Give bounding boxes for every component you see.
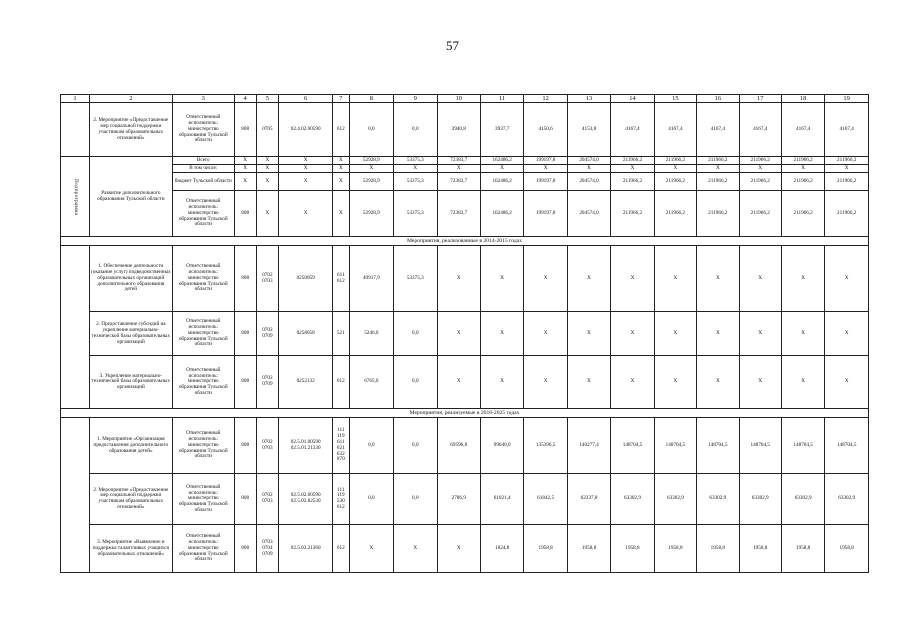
value-cell: X <box>437 525 480 573</box>
value-cell: 211966,2 <box>697 157 739 165</box>
measure-name: 3. Мероприятие «Выявление и поддержка талантливых учащихся образовательных отношений» <box>89 525 172 573</box>
value-cell: X <box>611 312 654 356</box>
value-cell: 3937,7 <box>480 103 523 157</box>
value-cell: 0,0 <box>394 474 437 525</box>
value-cell: X <box>697 246 739 312</box>
value-cell: 4167,4 <box>697 103 739 157</box>
measure-name: 1. Мероприятие «Организация предоставления дополнительного образования детей» <box>89 418 172 474</box>
value-cell: 1958,8 <box>567 525 610 573</box>
value-cell: 211966,2 <box>611 191 654 237</box>
value-cell: 52928,9 <box>349 157 393 165</box>
code-cell: X <box>234 173 256 191</box>
budget-table <box>60 94 869 573</box>
value-cell: X <box>781 165 824 173</box>
column-number: 6 <box>279 95 333 103</box>
value-cell: X <box>781 246 824 312</box>
value-cell: 140277,4 <box>567 418 610 474</box>
code-cell: X <box>333 173 350 191</box>
value-cell: 63302,9 <box>781 474 824 525</box>
value-cell: X <box>654 246 696 312</box>
value-cell: 211966,2 <box>611 173 654 191</box>
measure-name: 1. Обеспечение деятельности (оказание услуг) подведомственных образовательных организаций дополнительного образования детей <box>89 246 172 312</box>
column-number: 4 <box>234 95 256 103</box>
value-cell: X <box>825 246 869 312</box>
value-cell: 1958,8 <box>524 525 567 573</box>
code-cell: X <box>279 173 333 191</box>
value-cell: 211966,2 <box>739 173 781 191</box>
code-cell: X <box>256 173 279 191</box>
measure-name: 2. Предоставление субсидий на укрепление материально-технической базы образовательных организаций <box>89 312 172 356</box>
value-cell: 4167,4 <box>781 103 824 157</box>
value-cell: 2786,9 <box>437 474 480 525</box>
value-cell: X <box>349 525 393 573</box>
subprogram-row-label: В том числе: <box>172 165 234 173</box>
blank-cell <box>61 418 90 573</box>
value-cell: 4167,4 <box>654 103 696 157</box>
value-cell: 0,0 <box>349 103 393 157</box>
value-cell: 0,0 <box>394 103 437 157</box>
value-cell: 63302,9 <box>611 474 654 525</box>
value-cell: 148704,5 <box>611 418 654 474</box>
value-cell: 148704,5 <box>781 418 824 474</box>
value-cell: X <box>611 165 654 173</box>
value-cell: X <box>697 356 739 409</box>
grbs-cell: 808 <box>234 418 256 474</box>
value-cell: 199197,8 <box>524 173 567 191</box>
value-cell: X <box>739 312 781 356</box>
code-cell: X <box>256 191 279 237</box>
value-cell: 211966,2 <box>781 173 824 191</box>
subprogram-row <box>61 191 869 237</box>
section-title-2014-2015: Мероприятия, реализованные в 2014-2015 годах <box>61 237 869 246</box>
value-cell: X <box>524 312 567 356</box>
rzpr-cell: 0702 0709 <box>256 356 279 409</box>
value-cell: 99640,0 <box>480 418 523 474</box>
column-number: 13 <box>567 95 610 103</box>
code-cell: X <box>256 165 279 173</box>
rzpr-cell: 0702 0703 <box>256 418 279 474</box>
value-cell: 0,0 <box>349 418 393 474</box>
value-cell: X <box>611 356 654 409</box>
code-cell: X <box>279 157 333 165</box>
executor-cell: Ответственный исполнитель: министерство образования Тульской области <box>172 356 234 409</box>
value-cell: 0,0 <box>394 418 437 474</box>
value-cell: X <box>697 312 739 356</box>
value-cell: X <box>524 356 567 409</box>
value-cell: X <box>394 165 437 173</box>
value-cell: 4167,4 <box>611 103 654 157</box>
value-cell: 53375,3 <box>394 157 437 165</box>
vr-cell: 111 119 611 621 632 870 <box>333 418 350 474</box>
section-title-2016-2025: Мероприятия, реализуемые в 2016-2025 годах <box>61 409 869 418</box>
subprogram-name: Развитие дополнительного образования Тульской области <box>89 157 172 237</box>
grbs-cell: 808 <box>234 103 256 157</box>
value-cell: 1958,8 <box>611 525 654 573</box>
column-number: 19 <box>825 95 869 103</box>
table-row <box>61 525 869 573</box>
executor-cell: Ответственный исполнитель: министерство образования Тульской области <box>172 474 234 525</box>
value-cell: 63302,9 <box>739 474 781 525</box>
column-number: 5 <box>256 95 279 103</box>
value-cell: 62337,8 <box>567 474 610 525</box>
csr-cell: 02.5.03.21360 <box>279 525 333 573</box>
rzpr-cell: 0702 0703 <box>256 474 279 525</box>
value-cell: 148704,5 <box>825 418 869 474</box>
executor-cell: Ответственный исполнитель: министерство образования Тульской области <box>172 246 234 312</box>
code-cell: X <box>256 157 279 165</box>
value-cell: 204574,0 <box>567 173 610 191</box>
grbs-cell: 808 <box>234 474 256 525</box>
value-cell: 211966,2 <box>739 191 781 237</box>
value-cell: 199197,8 <box>524 157 567 165</box>
grbs-cell: 808 <box>234 312 256 356</box>
value-cell: 211966,2 <box>654 173 696 191</box>
column-number: 18 <box>781 95 824 103</box>
code-cell: X <box>333 191 350 237</box>
rzpr-cell: 0702 0703 <box>256 246 279 312</box>
subprogram-row-label: бюджет Тульской области <box>172 173 234 191</box>
value-cell: 211966,2 <box>654 191 696 237</box>
subprogram-row-label: Ответственный исполнитель: министерство образования Тульской области <box>172 191 234 237</box>
executor-cell: Ответственный исполнитель: министерство образования Тульской области <box>172 103 234 157</box>
value-cell: 204574,0 <box>567 157 610 165</box>
value-cell: 5246,0 <box>349 312 393 356</box>
value-cell: X <box>480 165 523 173</box>
value-cell: 162486,2 <box>480 173 523 191</box>
value-cell: 211966,2 <box>825 173 869 191</box>
code-cell: 808 <box>234 191 256 237</box>
value-cell: X <box>437 356 480 409</box>
vr-cell: 611 612 <box>333 246 350 312</box>
value-cell: X <box>825 356 869 409</box>
value-cell: X <box>611 246 654 312</box>
value-cell: 53375,3 <box>394 191 437 237</box>
value-cell: 53375,3 <box>394 246 437 312</box>
table-row <box>61 103 869 157</box>
column-number: 3 <box>172 95 234 103</box>
value-cell: 211966,2 <box>654 157 696 165</box>
value-cell: 63302,9 <box>825 474 869 525</box>
value-cell: 4167,4 <box>739 103 781 157</box>
vr-cell: 612 <box>333 103 350 157</box>
rzpr-cell: 0703 0704 0709 <box>256 525 279 573</box>
value-cell: 1958,8 <box>825 525 869 573</box>
value-cell: 148704,5 <box>697 418 739 474</box>
table-row <box>61 356 869 409</box>
column-number: 11 <box>480 95 523 103</box>
value-cell: 1958,8 <box>781 525 824 573</box>
value-cell: X <box>480 356 523 409</box>
column-number: 7 <box>333 95 350 103</box>
value-cell: 0,0 <box>394 356 437 409</box>
code-cell: X <box>234 157 256 165</box>
rzpr-cell: 0705 <box>256 103 279 157</box>
value-cell: X <box>739 165 781 173</box>
value-cell: X <box>567 246 610 312</box>
table-row <box>61 312 869 356</box>
value-cell: 72383,7 <box>437 191 480 237</box>
vr-cell: 521 <box>333 312 350 356</box>
measure-name: 2. Мероприятие «Предоставление мер социальной поддержки участникам образовательных отношений» <box>89 474 172 525</box>
value-cell: X <box>437 165 480 173</box>
blank-cell <box>61 246 90 409</box>
value-cell: X <box>654 312 696 356</box>
subprogram-row <box>61 157 869 165</box>
value-cell: 4153,8 <box>567 103 610 157</box>
column-number: 1 <box>61 95 90 103</box>
value-cell: X <box>825 165 869 173</box>
grbs-cell: 808 <box>234 246 256 312</box>
executor-cell: Ответственный исполнитель: министерство образования Тульской области <box>172 418 234 474</box>
vr-cell: 612 <box>333 525 350 573</box>
value-cell: 52928,9 <box>349 173 393 191</box>
value-cell: 0,0 <box>349 474 393 525</box>
value-cell: 1824,8 <box>480 525 523 573</box>
value-cell: 211966,2 <box>697 191 739 237</box>
column-number: 15 <box>654 95 696 103</box>
value-cell: X <box>781 356 824 409</box>
value-cell: 69596,8 <box>437 418 480 474</box>
value-cell: 135396,5 <box>524 418 567 474</box>
csr-cell: 02.4.02.00590 <box>279 103 333 157</box>
value-cell: X <box>480 312 523 356</box>
value-cell: 211966,2 <box>781 191 824 237</box>
value-cell: 1958,8 <box>697 525 739 573</box>
column-number: 17 <box>739 95 781 103</box>
column-number: 9 <box>394 95 437 103</box>
vr-cell: 111 119 530 612 <box>333 474 350 525</box>
table-row <box>61 246 869 312</box>
value-cell: X <box>781 312 824 356</box>
subprogram-row <box>61 173 869 191</box>
column-number: 12 <box>524 95 567 103</box>
value-cell: 148704,5 <box>739 418 781 474</box>
code-cell: X <box>333 165 350 173</box>
value-cell: 1958,8 <box>654 525 696 573</box>
value-cell: 211966,2 <box>825 191 869 237</box>
csr-cell: 0250059 <box>279 246 333 312</box>
blank-cell <box>61 103 90 157</box>
table-header-row <box>61 95 869 103</box>
page-number: 57 <box>446 38 459 53</box>
table-row <box>61 474 869 525</box>
code-cell: X <box>234 165 256 173</box>
value-cell: 211966,2 <box>781 157 824 165</box>
value-cell: 199197,8 <box>524 191 567 237</box>
value-cell: 6765,0 <box>349 356 393 409</box>
value-cell: X <box>697 165 739 173</box>
csr-cell: 0252132 <box>279 356 333 409</box>
column-number: 14 <box>611 95 654 103</box>
table-row <box>61 418 869 474</box>
value-cell: 72383,7 <box>437 173 480 191</box>
column-number: 2 <box>89 95 172 103</box>
rzpr-cell: 0702 0709 <box>256 312 279 356</box>
value-cell: 4150,6 <box>524 103 567 157</box>
grbs-cell: 808 <box>234 525 256 573</box>
column-number: 16 <box>697 95 739 103</box>
value-cell: 3940,8 <box>437 103 480 157</box>
csr-cell: 02.5.01.00590 02.5.01.21330 <box>279 418 333 474</box>
value-cell: X <box>825 312 869 356</box>
value-cell: 63302,9 <box>697 474 739 525</box>
csr-cell: 02.5.02.00590 02.5.02.82530 <box>279 474 333 525</box>
vr-cell: 612 <box>333 356 350 409</box>
value-cell: X <box>739 246 781 312</box>
value-cell: X <box>349 165 393 173</box>
value-cell: 162486,2 <box>480 191 523 237</box>
value-cell: X <box>394 525 437 573</box>
value-cell: 63302,9 <box>654 474 696 525</box>
value-cell: 72383,7 <box>437 157 480 165</box>
executor-cell: Ответственный исполнитель: министерство образования Тульской области <box>172 312 234 356</box>
section-header-row <box>61 409 869 418</box>
value-cell: X <box>654 165 696 173</box>
value-cell: X <box>654 356 696 409</box>
subprogram-row-label: Всего <box>172 157 234 165</box>
value-cell: X <box>567 356 610 409</box>
value-cell: 211966,2 <box>825 157 869 165</box>
value-cell: X <box>567 312 610 356</box>
value-cell: X <box>739 356 781 409</box>
value-cell: X <box>567 165 610 173</box>
value-cell: X <box>524 246 567 312</box>
subprogram-row <box>61 165 869 173</box>
measure-name: 2. Мероприятие «Предоставление мер социальной поддержки участникам образовательных отношений» <box>89 103 172 157</box>
value-cell: 1958,8 <box>739 525 781 573</box>
value-cell: 61842,5 <box>524 474 567 525</box>
value-cell: X <box>437 246 480 312</box>
grbs-cell: 808 <box>234 356 256 409</box>
value-cell: 211966,2 <box>611 157 654 165</box>
value-cell: X <box>480 246 523 312</box>
code-cell: X <box>333 157 350 165</box>
value-cell: 162486,2 <box>480 157 523 165</box>
value-cell: 40917,9 <box>349 246 393 312</box>
value-cell: 211966,2 <box>697 173 739 191</box>
value-cell: 204574,0 <box>567 191 610 237</box>
value-cell: X <box>524 165 567 173</box>
executor-cell: Ответственный исполнитель: министерство образования Тульской области <box>172 525 234 573</box>
code-cell: X <box>279 191 333 237</box>
measure-name: 3. Укрепление материально-технической базы образовательных организаций <box>89 356 172 409</box>
value-cell: X <box>437 312 480 356</box>
value-cell: 61021,4 <box>480 474 523 525</box>
code-cell: X <box>279 165 333 173</box>
value-cell: 0,0 <box>394 312 437 356</box>
column-number: 10 <box>437 95 480 103</box>
value-cell: 148704,5 <box>654 418 696 474</box>
value-cell: 53375,3 <box>394 173 437 191</box>
column-number: 8 <box>349 95 393 103</box>
subprogram-vertical-label: Подпрограмма <box>61 157 90 237</box>
section-header-row <box>61 237 869 246</box>
value-cell: 52928,9 <box>349 191 393 237</box>
csr-cell: 0258058 <box>279 312 333 356</box>
value-cell: 211966,2 <box>739 157 781 165</box>
value-cell: 4167,4 <box>825 103 869 157</box>
